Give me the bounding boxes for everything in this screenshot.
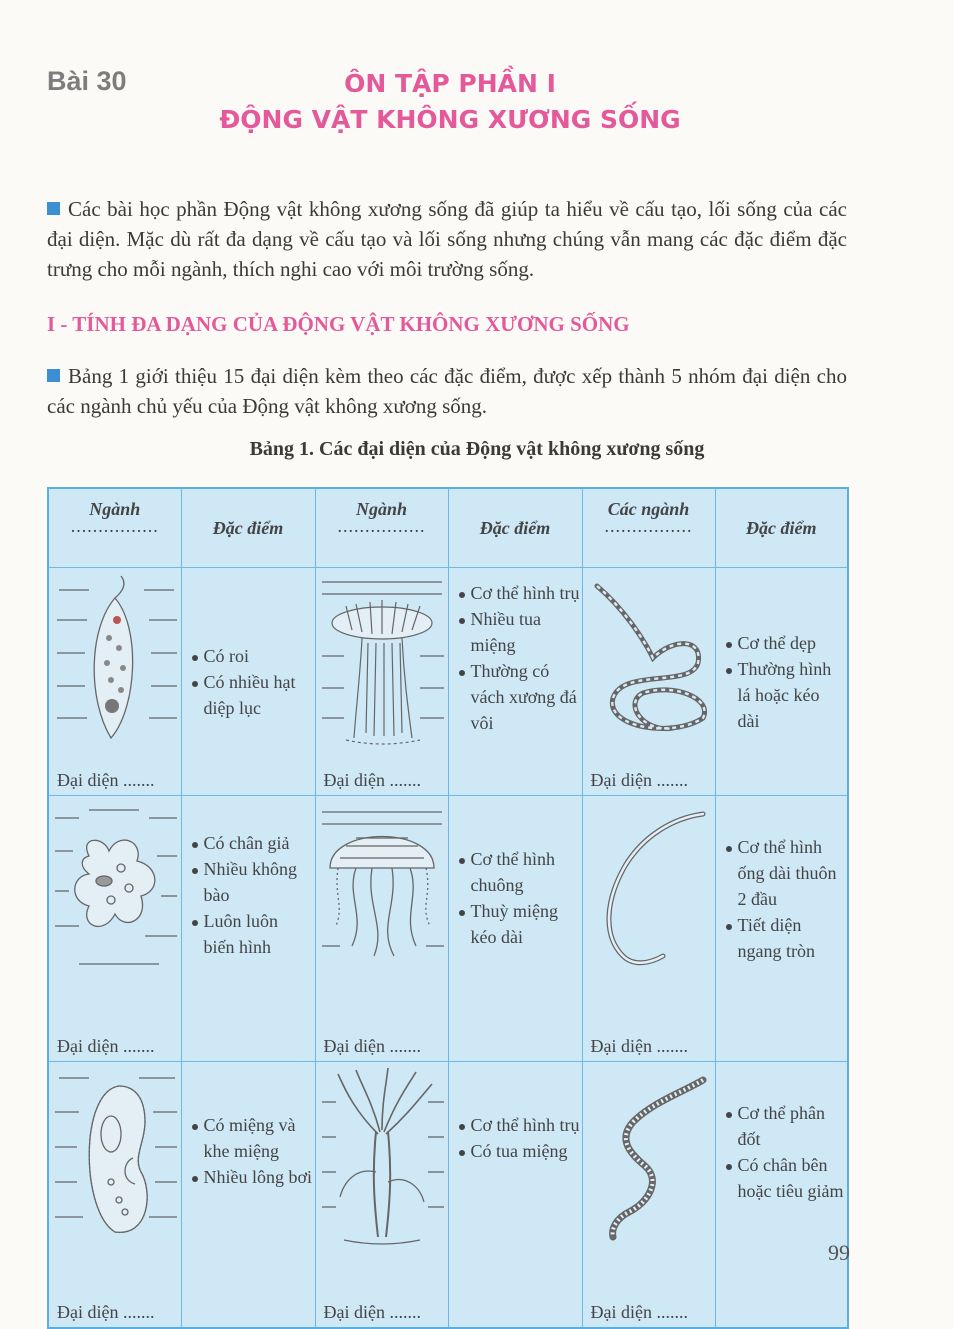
features-cell: [181, 568, 315, 796]
table-row: [48, 568, 848, 796]
features-cell: [715, 796, 848, 1062]
section-paragraph: [47, 361, 847, 421]
fill-in-dots: ................: [70, 516, 159, 536]
header-label: Ngành: [89, 499, 141, 519]
feature-list: [449, 580, 582, 736]
feature-item: Có roi: [190, 643, 313, 669]
image-cell-hydra: [315, 1062, 448, 1329]
feature-item: Có tua miệng: [457, 1138, 580, 1164]
feature-item: Cơ thể dẹp: [724, 630, 846, 656]
coral-polyp-illustration: [316, 568, 449, 783]
header-feature-1: [181, 488, 315, 568]
representative-label: Đại diện .......: [590, 1036, 688, 1056]
jellyfish-illustration: [316, 796, 449, 1011]
image-cell-coral: [315, 568, 448, 796]
image-cell-earthworm: [582, 1062, 715, 1329]
table-row: [48, 796, 848, 1062]
feature-list: [182, 830, 315, 960]
feature-item: Thuỳ miệng kéo dài: [457, 898, 580, 950]
table-row: [48, 1062, 848, 1329]
representative-label: Đại diện .......: [590, 1302, 688, 1322]
representative-label: Đại diện .......: [57, 1302, 155, 1322]
representative-label: Đại diện .......: [323, 1302, 421, 1322]
fill-in-dots: ................: [604, 516, 693, 536]
image-cell-euglena: [48, 568, 181, 796]
table-header-row: [48, 488, 848, 568]
feature-list: [716, 1100, 848, 1204]
feature-item: Thường có vách xương đá vôi: [457, 658, 580, 736]
representative-label: Đại diện .......: [323, 1036, 421, 1056]
feature-item: Cơ thể hình chuông: [457, 846, 580, 898]
header-phylum-3: [582, 488, 715, 568]
feature-item: Cơ thể hình trụ: [457, 580, 580, 606]
section-heading: I - TÍNH ĐA DẠNG CỦA ĐỘNG VẬT KHÔNG XƯƠNG SỐNG: [47, 312, 630, 336]
earthworm-illustration: [583, 1062, 716, 1277]
header-label: Ngành: [355, 499, 408, 519]
features-cell: [715, 1062, 848, 1329]
representatives-table: [47, 487, 849, 1329]
feature-list: [182, 1112, 315, 1190]
features-cell: [448, 568, 582, 796]
feature-item: Có nhiều hạt diệp lục: [190, 669, 313, 721]
feature-list: [182, 643, 315, 721]
feature-item: Có miệng và khe miệng: [190, 1112, 313, 1164]
fill-in-dots: ................: [337, 516, 426, 536]
header-feature-2: [448, 488, 582, 568]
hydra-illustration: [316, 1062, 449, 1277]
features-cell: [715, 568, 848, 796]
square-bullet-icon: [47, 202, 60, 215]
feature-list: [716, 834, 848, 964]
feature-item: Thường hình lá hoặc kéo dài: [724, 656, 846, 734]
features-cell: [181, 1062, 315, 1329]
feature-item: Luôn luôn biến hình: [190, 908, 313, 960]
lesson-number: Bài 30: [47, 66, 127, 96]
features-cell: [448, 796, 582, 1062]
feature-item: Nhiều lông bơi: [190, 1164, 313, 1190]
page-title: [150, 66, 750, 138]
feature-item: Cơ thể phân đốt: [724, 1100, 846, 1152]
header-feature-3: [715, 488, 848, 568]
feature-item: Nhiều không bào: [190, 856, 313, 908]
header-label: Đặc điểm: [479, 517, 551, 538]
image-cell-flatworm: [582, 568, 715, 796]
representative-label: Đại diện .......: [590, 770, 688, 790]
feature-item: Có chân giả: [190, 830, 313, 856]
representative-label: Đại diện .......: [57, 770, 155, 790]
header-label: Đặc điểm: [746, 517, 817, 538]
features-cell: [448, 1062, 582, 1329]
feature-item: Cơ thể hình trụ: [457, 1112, 580, 1138]
roundworm-illustration: [583, 796, 716, 1011]
image-cell-amoeba: [48, 796, 181, 1062]
image-cell-roundworm: [582, 796, 715, 1062]
header-phylum-2: [315, 488, 448, 568]
feature-item: Tiết diện ngang tròn: [724, 912, 846, 964]
feature-item: Nhiều tua miệng: [457, 606, 580, 658]
header-label: Đặc điểm: [212, 517, 284, 538]
feature-item: Cơ thể hình ống dài thuôn 2 đầu: [724, 834, 846, 912]
header-label: Các ngành: [607, 499, 690, 519]
header-phylum-1: [48, 488, 181, 568]
amoeba-illustration: [49, 796, 182, 1011]
feature-item: Có chân bên hoặc tiêu giảm: [724, 1152, 846, 1204]
title-line-1: ÔN TẬP PHẦN I: [344, 69, 556, 98]
image-cell-jellyfish: [315, 796, 448, 1062]
paramecium-illustration: [49, 1062, 182, 1277]
features-cell: [181, 796, 315, 1062]
feature-list: [716, 630, 848, 734]
image-cell-paramecium: [48, 1062, 181, 1329]
title-line-2: ĐỘNG VẬT KHÔNG XƯƠNG SỐNG: [219, 105, 681, 134]
tapeworm-illustration: [583, 568, 716, 783]
feature-list: [449, 846, 582, 950]
feature-list: [449, 1112, 582, 1164]
intro-paragraph: [47, 194, 847, 284]
representative-label: Đại diện .......: [57, 1036, 155, 1056]
square-bullet-icon: [47, 369, 60, 382]
table-caption: Bảng 1. Các đại diện của Động vật không xương sống: [249, 438, 705, 460]
euglena-illustration: [49, 568, 182, 783]
section-text: Bảng 1 giới thiệu 15 đại diện kèm theo các đặc điểm, được xếp thành 5 nhóm đại diện cho các ngành chủ yếu của Động vật không xương sống.: [47, 364, 847, 418]
representative-label: Đại diện .......: [323, 770, 421, 790]
page-number: 99: [828, 1240, 850, 1265]
intro-text: Các bài học phần Động vật không xương sống đã giúp ta hiểu về cấu tạo, lối sống của các đại diện. Mặc dù rất đa dạng về cấu tạo và lối sống nhưng chúng vẫn mang các đặc điểm đặc trưng cho mỗi ngành, thích nghi cao với môi trường sống.: [47, 197, 847, 281]
